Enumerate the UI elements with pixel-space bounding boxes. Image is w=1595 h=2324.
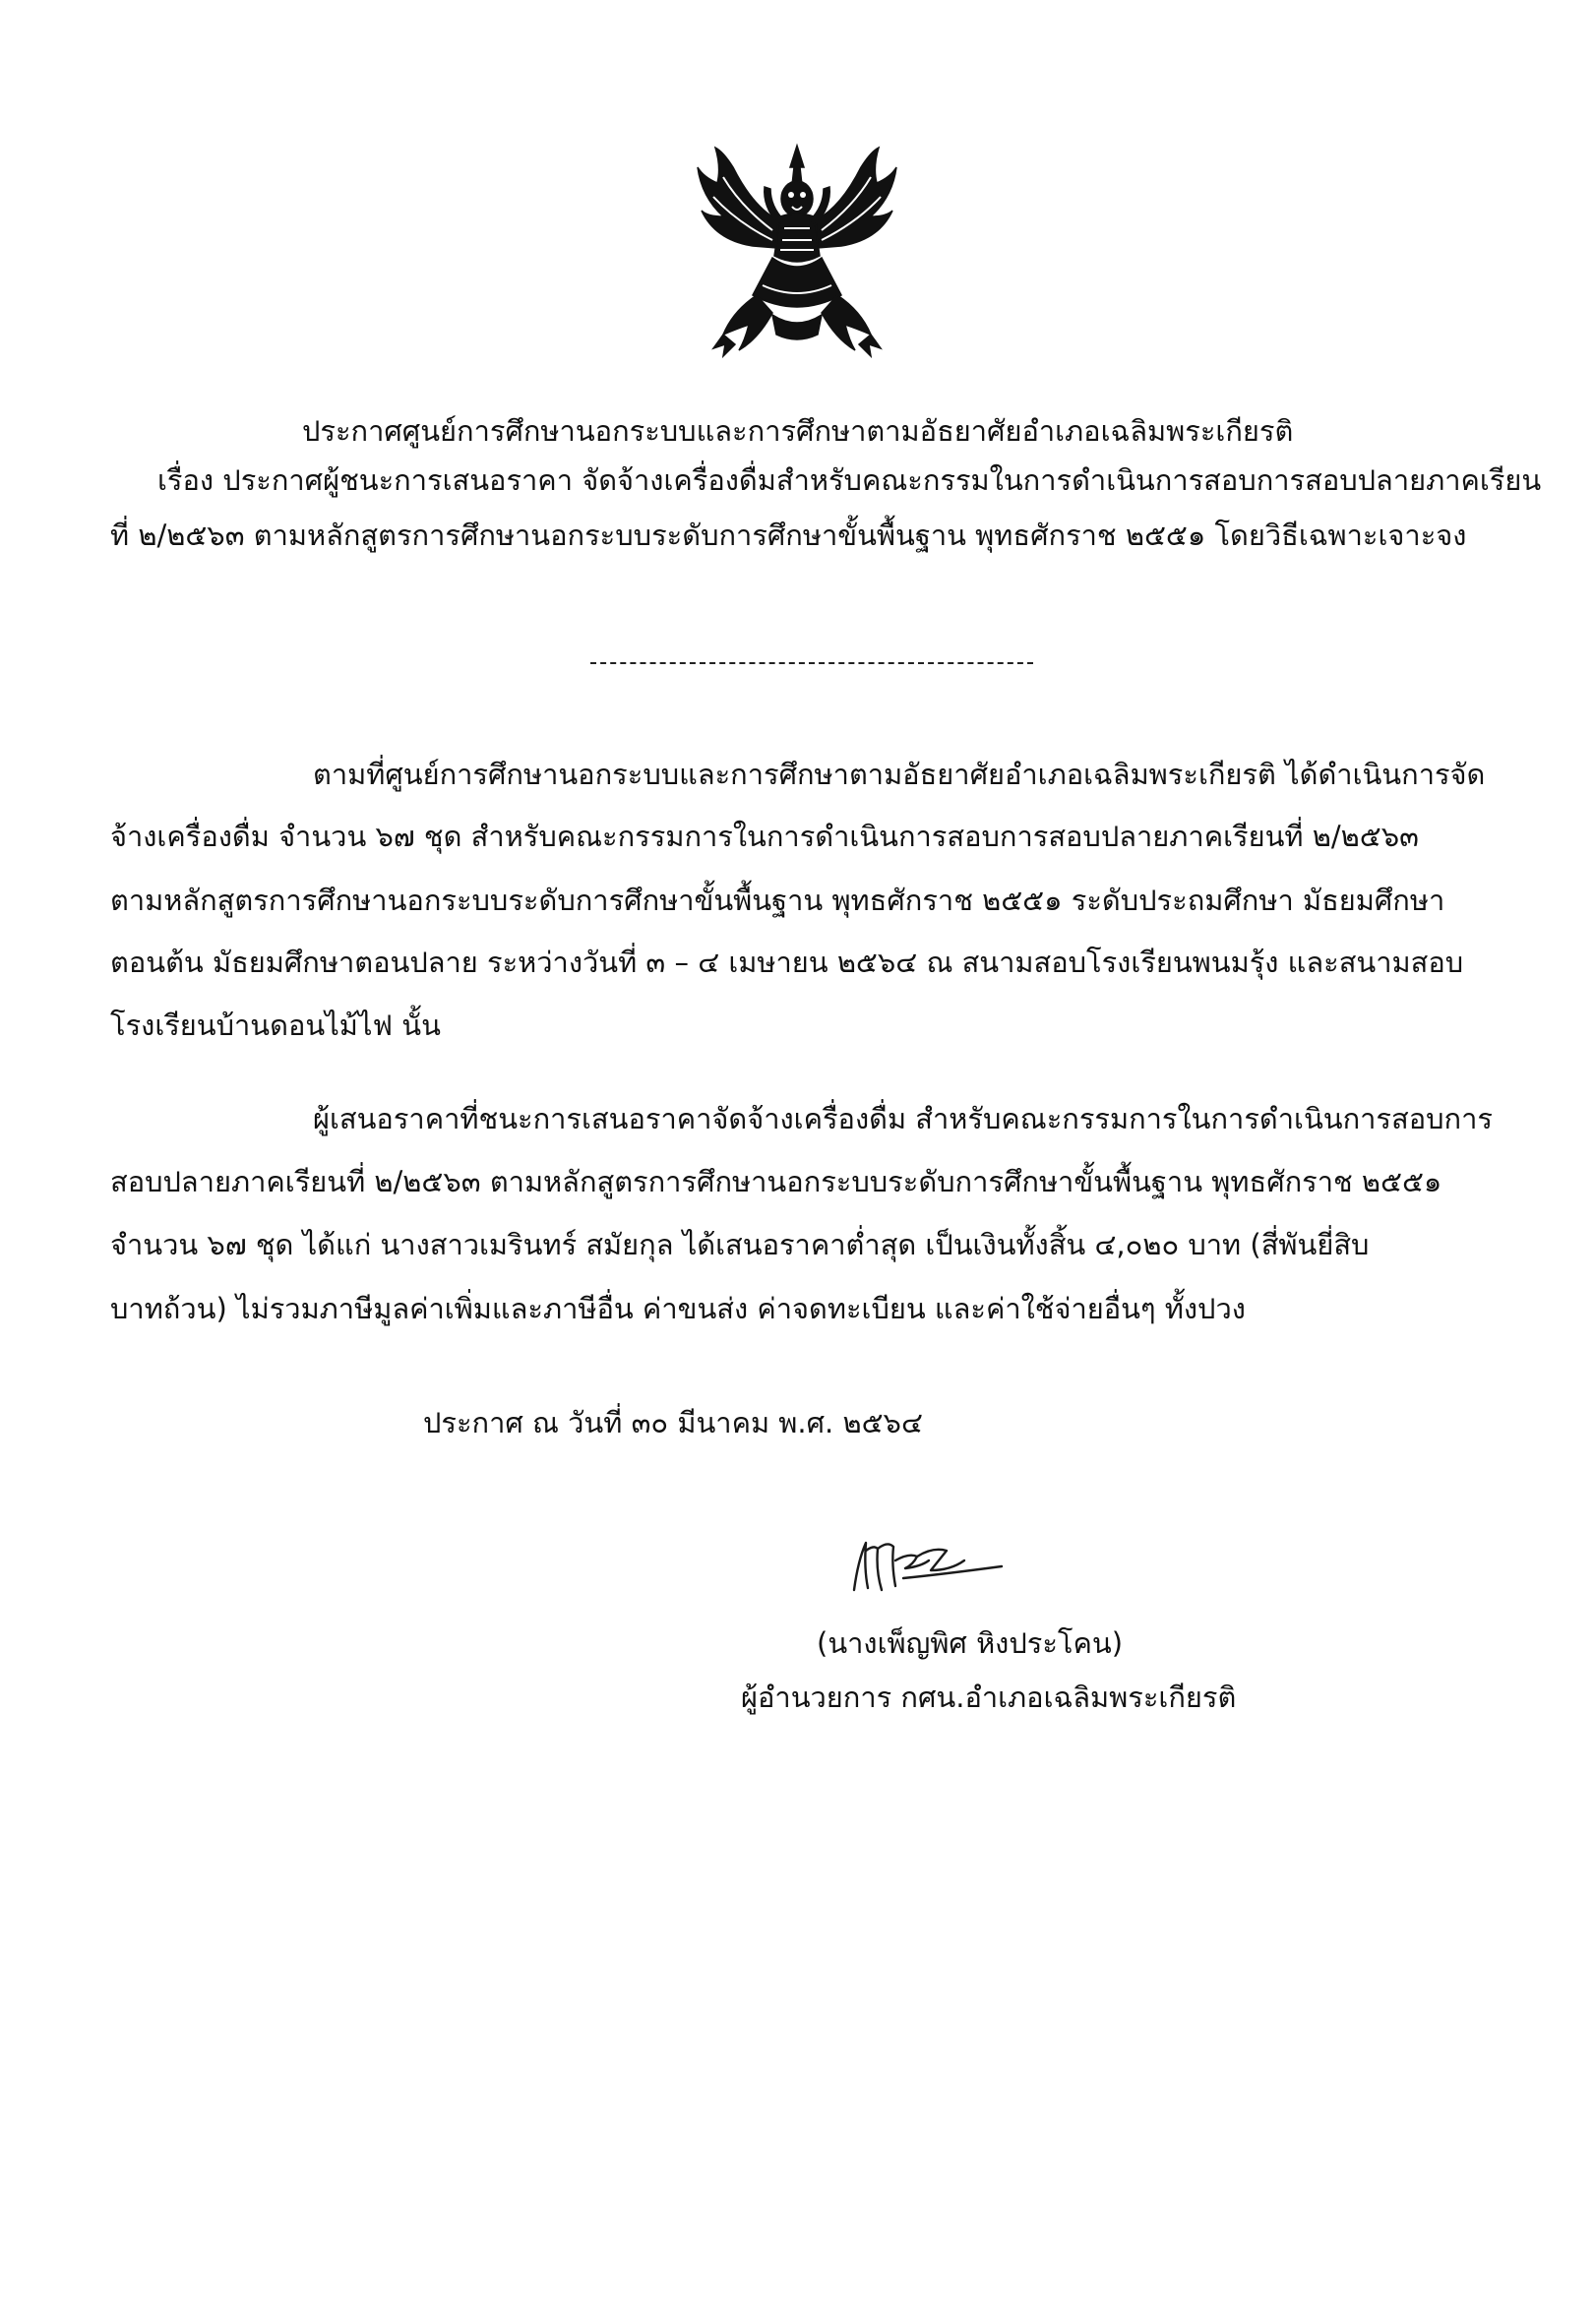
announcement-title: ประกาศศูนย์การศึกษานอกระบบและการศึกษาตามอัธยาศัยอำเภอเฉลิมพระเกียรติ	[302, 414, 1294, 448]
paragraph-2-line-1: ผู้เสนอราคาที่ชนะการเสนอราคาจัดจ้างเครื่องดื่ม สำหรับคณะกรรมการในการดำเนินการสอบการ	[313, 1102, 1493, 1135]
separator-line	[590, 662, 1033, 664]
signer-position: ผู้อำนวยการ กศน.อำเภอเฉลิมพระเกียรติ	[741, 1681, 1237, 1714]
paragraph-2-line-3: จำนวน ๖๗ ชุด ได้แก่ นางสาวเมรินทร์ สมัยกุล ได้เสนอราคาต่ำสุด เป็นเงินทั้งสิ้น ๔,๐๒๐ บาท (สี่พันยี่สิบ	[110, 1228, 1370, 1261]
announcement-date: ประกาศ ณ วันที่ ๓๐ มีนาคม พ.ศ. ๒๕๖๔	[423, 1406, 923, 1439]
paragraph-2-line-2: สอบปลายภาคเรียนที่ ๒/๒๕๖๓ ตามหลักสูตรการศึกษานอกระบบระดับการศึกษาขั้นพื้นฐาน พุทธศักราช ๒๕๕๑	[110, 1165, 1442, 1198]
paragraph-2-line-4: บาทถ้วน) ไม่รวมภาษีมูลค่าเพิ่มและภาษีอื่น ค่าขนส่ง ค่าจดทะเบียน และค่าใช้จ่ายอื่นๆ ทั้งปวง	[110, 1292, 1246, 1325]
paragraph-1-line-2: จ้างเครื่องดื่ม จำนวน ๖๗ ชุด สำหรับคณะกรรมการในการดำเนินการสอบการสอบปลายภาคเรียนที่ ๒/๒๕๖๓	[110, 820, 1419, 853]
garuda-emblem-icon	[694, 138, 900, 359]
paragraph-1-line-5: โรงเรียนบ้านดอนไม้ไฟ นั้น	[110, 1009, 441, 1042]
paragraph-1-line-4: ตอนต้น มัธยมศึกษาตอนปลาย ระหว่างวันที่ ๓ – ๔ เมษายน ๒๕๖๔ ณ สนามสอบโรงเรียนพนมรุ้ง และสนามสอบ	[110, 946, 1464, 979]
paragraph-1-line-3: ตามหลักสูตรการศึกษานอกระบบระดับการศึกษาขั้นพื้นฐาน พุทธศักราช ๒๕๕๑ ระดับประถมศึกษา มัธยมศึกษา	[110, 884, 1445, 917]
subject-line-1: เรื่อง ประกาศผู้ชนะการเสนอราคา จัดจ้างเครื่องดื่มสำหรับคณะกรรมในการดำเนินการสอบการสอบปลายภาคเรียน	[157, 463, 1542, 497]
handwritten-signature-icon	[844, 1531, 1012, 1600]
subject-line-2: ที่ ๒/๒๕๖๓ ตามหลักสูตรการศึกษานอกระบบระดับการศึกษาขั้นพื้นฐาน พุทธศักราช ๒๕๕๑ โดยวิธีเฉพาะเจาะจง	[110, 519, 1467, 552]
signer-name: (นางเพ็ญพิศ หิงประโคน)	[817, 1626, 1124, 1660]
paragraph-1-line-1: ตามที่ศูนย์การศึกษานอกระบบและการศึกษาตามอัธยาศัยอำเภอเฉลิมพระเกียรติ ได้ดำเนินการจัด	[313, 758, 1486, 791]
